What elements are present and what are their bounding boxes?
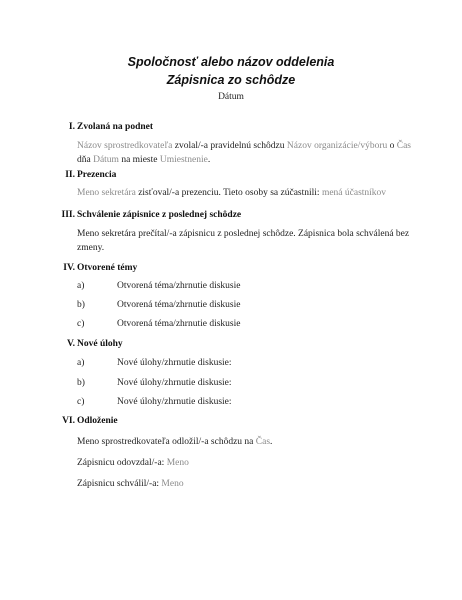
section-6-paragraph: Meno sprostredkovateľa odložil/-a schôdzu na Čas.: [77, 437, 273, 447]
placeholder-location: Umiestnenie: [159, 155, 208, 165]
section-title: Prezencia: [77, 170, 117, 180]
placeholder-organization: Názov organizácie/výboru: [286, 141, 388, 151]
section-title: Zvolaná na podnet: [77, 122, 154, 132]
placeholder-time: Čas: [255, 437, 271, 447]
minutes-submitted-by: Zápisnicu odovzdal/-a: Meno: [77, 458, 189, 468]
section-number: V.: [66, 339, 75, 349]
section-2-paragraph: Meno sekretára zisťoval/-a prezenciu. Tieto osoby sa zúčastnili: mená účastníkov: [77, 188, 387, 198]
company-name: Spoločnosť alebo názov oddelenia: [127, 55, 335, 69]
placeholder-name: Meno: [161, 479, 184, 489]
section-title: Schválenie zápisnice z poslednej schôdze: [77, 210, 242, 220]
list-item: c) Otvorená téma/zhrnutie diskusie: [77, 319, 241, 329]
section-heading-6: [43, 416, 118, 426]
section-3-paragraph: Meno sekretára prečítal/-a zápisnicu z poslednej schôdze. Zápisnica bola schválená bez zmeny.: [77, 229, 410, 253]
list-item: b) Otvorená téma/zhrnutie diskusie: [77, 300, 241, 310]
section-heading-5: [43, 339, 123, 349]
section-title: Nové úlohy: [77, 339, 123, 349]
section-heading-3: [43, 210, 242, 220]
section-number: III.: [61, 210, 75, 220]
list-item: b) Nové úlohy/zhrnutie diskusie:: [77, 378, 232, 388]
placeholder-time: Čas: [396, 141, 411, 151]
section-heading-1: [43, 122, 154, 132]
section-title: Odloženie: [77, 416, 118, 426]
section-1-paragraph: Názov sprostredkovateľa zvolal/-a pravidelnú schôdzu Názov organizácie/výboru o Čas dňa Dátum na mieste Umiestnenie.: [77, 141, 411, 165]
list-item: a) Nové úlohy/zhrnutie diskusie:: [77, 358, 232, 368]
list-item: c) Nové úlohy/zhrnutie diskusie:: [77, 397, 232, 407]
placeholder-secretary: Meno sekretára: [77, 188, 136, 198]
meeting-date: Dátum: [218, 92, 244, 102]
section-number: VI.: [62, 416, 75, 426]
section-heading-4: [43, 263, 138, 273]
document-title: Zápisnica zo schôdze: [166, 73, 296, 87]
section-number: IV.: [63, 263, 75, 273]
minutes-approved-by: Zápisnicu schválil/-a: Meno: [77, 479, 184, 489]
section-title: Otvorené témy: [77, 263, 138, 273]
list-item: a) Otvorená téma/zhrnutie diskusie: [77, 281, 241, 291]
section-heading-2: [43, 170, 117, 180]
placeholder-attendees: mená účastníkov: [321, 188, 387, 198]
placeholder-date: Dátum: [93, 155, 119, 165]
section-number: II.: [65, 170, 75, 180]
placeholder-facilitator: Názov sprostredkovateľa: [77, 141, 173, 151]
section-number: I.: [68, 122, 75, 132]
placeholder-name: Meno: [166, 458, 189, 468]
